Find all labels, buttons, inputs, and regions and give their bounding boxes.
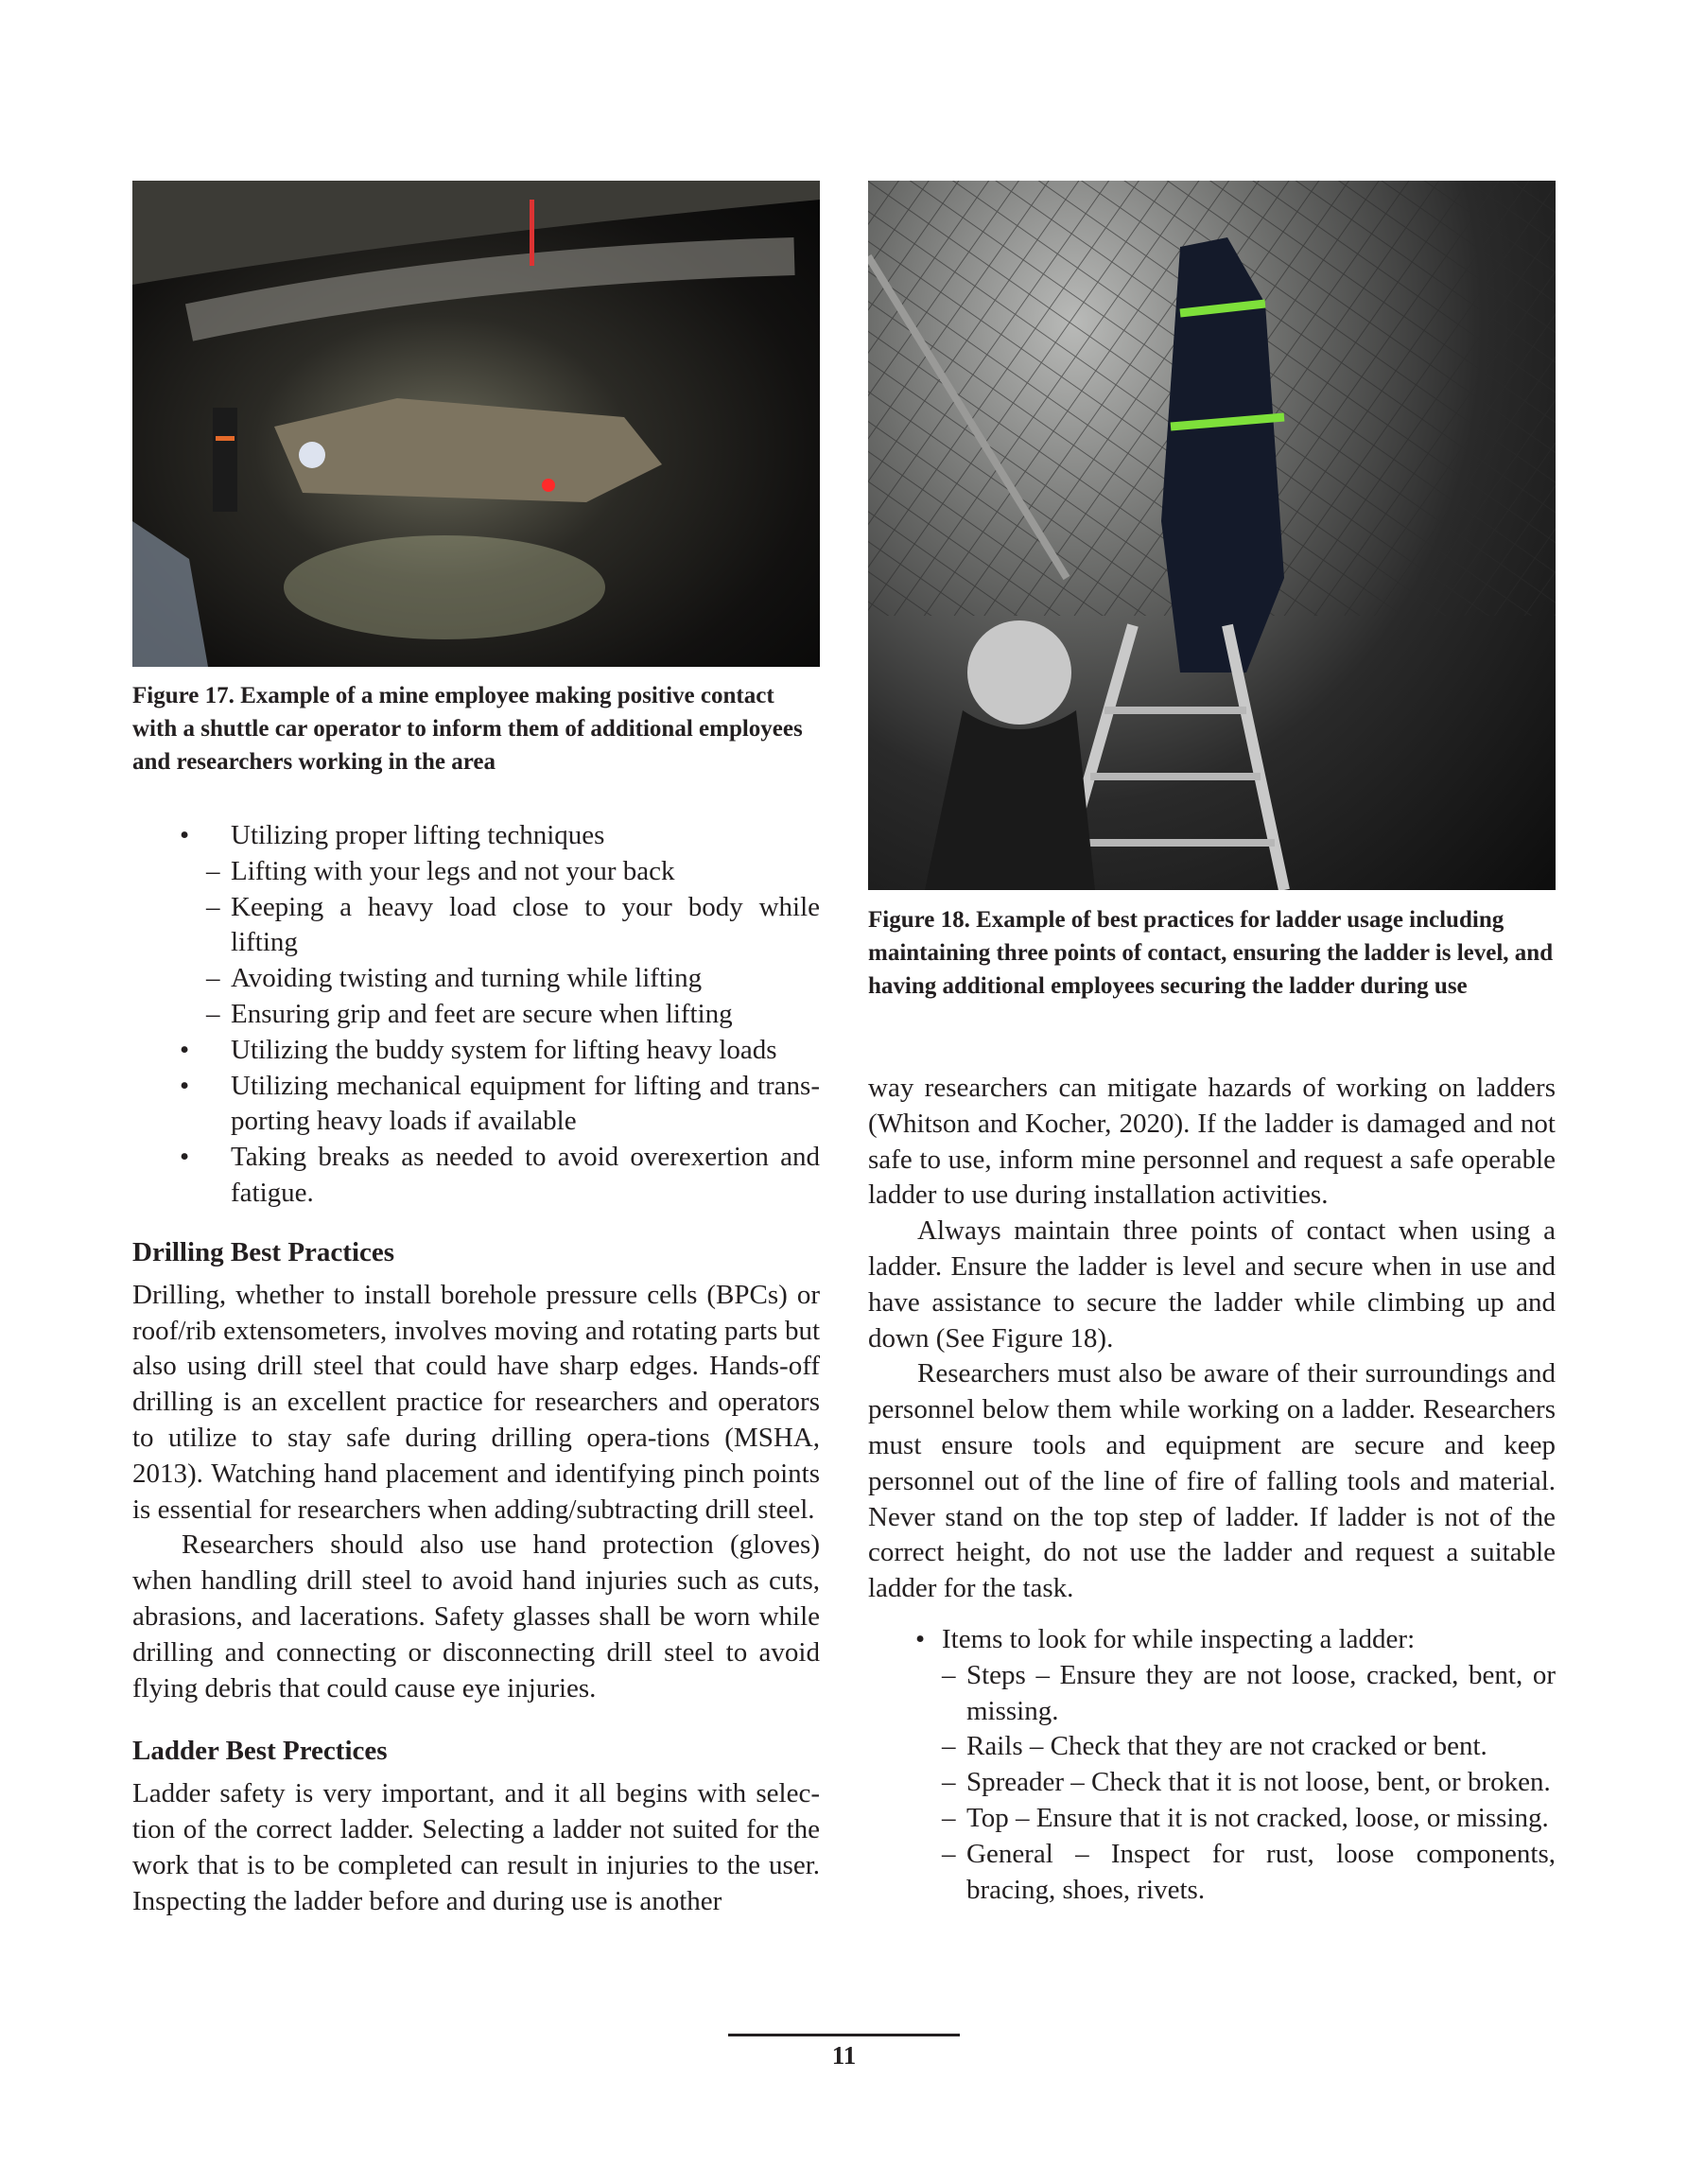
shuttle-car-scene	[132, 181, 820, 667]
list-item-text: Lifting with your legs and not your back	[231, 855, 675, 886]
list-item	[132, 961, 820, 997]
right-paragraph-3: Researchers must also be aware of their surroundings and personnel below them while working on a ladder. Researchers must ensure tools and equipment are secure and keep personnel out of the line of fire of falling tools and material. Never stand on the top step of ladder. If ladder is not of the correct height, do not use the ladder and request a suitable ladder for the task.	[868, 1358, 1556, 1604]
dash-icon: –	[942, 1838, 956, 1869]
ladder-heading: Ladder Best Prectices	[132, 1736, 388, 1767]
dash-icon: –	[942, 1731, 956, 1762]
figure-17-caption: Figure 17. Example of a mine employee making positive contact with a shuttle car operator to inform them of additional employees and researchers working in the area	[132, 683, 803, 775]
list-item-text: Utilizing proper lifting techniques	[231, 820, 605, 850]
ladder-paragraph-1: Ladder safety is very important, and it all begins with selec-tion of the correct ladder. Selecting a ladder not suited for the work that is to be completed can result in injuries to the user. Inspecting the ladder before and during use is another	[132, 1778, 820, 1916]
list-item-text: Steps – Ensure they are not loose, cracked, bent, or missing.	[966, 1659, 1556, 1726]
list-item-text: General – Inspect for rust, loose components, bracing, shoes, rivets.	[966, 1838, 1556, 1905]
list-item-text: Rails – Check that they are not cracked or bent.	[966, 1731, 1487, 1762]
list-item	[132, 818, 820, 854]
list-item-text: Ensuring grip and feet are secure when lifting	[231, 998, 733, 1029]
list-item-text: Taking breaks as needed to avoid overexertion and fatigue.	[231, 1142, 820, 1208]
list-item	[868, 1837, 1556, 1909]
right-paragraph-1: way researchers can mitigate hazards of working on ladders (Whitson and Kocher, 2020). If the ladder is damaged and not safe to use, inform mine personnel and request a safe operable ladder to use during installation activities.	[868, 1073, 1556, 1211]
figure-18-caption: Figure 18. Example of best practices for ladder usage including maintaining three points of contact, ensuring the ladder is level, and having additional employees securing the ladder during use	[868, 907, 1554, 999]
bullet-icon: •	[180, 1070, 190, 1101]
list-item	[132, 890, 820, 962]
list-item-text: Spreader – Check that it is not loose, bent, or broken.	[966, 1767, 1551, 1798]
left-column	[132, 818, 820, 1920]
dash-icon: –	[942, 1659, 956, 1690]
bullet-icon: •	[180, 1034, 190, 1065]
drilling-paragraph-1: Drilling, whether to install borehole pressure cells (BPCs) or roof/rib extensometers, involves moving and rotating parts but also using drill steel that could have sharp edges. Hands-off drilling is an excellent practice for researchers and operators to utilize to stay safe during drilling opera-tions (MSHA, 2013). Watching hand placement and identifying pinch points is essential for researchers when adding/subtracting drill steel.	[132, 1279, 820, 1525]
drilling-paragraph-2: Researchers should also use hand protection (gloves) when handling drill steel to avoid hand injuries such as cuts, abrasions, and lacerations. Safety glasses shall be worn while drilling and connecting or disconnecting drill steel to avoid flying debris that could cause eye injuries.	[132, 1529, 820, 1704]
list-item	[132, 1140, 820, 1212]
dash-icon: –	[206, 963, 220, 994]
right-paragraph-2: Always maintain three points of contact when using a ladder. Ensure the ladder is level and secure when in use and have assistance to secure the ladder while climbing up and down (See Figure 18).	[868, 1215, 1556, 1354]
right-column	[868, 1071, 1556, 1908]
drilling-heading: Drilling Best Practices	[132, 1236, 395, 1267]
figure-17-photo	[132, 181, 820, 667]
dash-icon: –	[942, 1802, 956, 1833]
list-item	[868, 1658, 1556, 1730]
list-item	[868, 1765, 1556, 1801]
dash-icon: –	[206, 998, 220, 1029]
bullet-icon: •	[180, 1142, 190, 1173]
list-item	[132, 854, 820, 890]
dash-icon: –	[942, 1767, 956, 1798]
ladder-inspection-list	[868, 1622, 1556, 1908]
list-item	[868, 1622, 1556, 1658]
list-item	[868, 1801, 1556, 1837]
ladder-scene	[868, 181, 1556, 890]
list-item	[132, 1033, 820, 1069]
list-item-text: Avoiding twisting and turning while lifting	[231, 963, 703, 994]
bullet-icon: •	[180, 820, 190, 850]
list-item-text: Keeping a heavy load close to your body while lifting	[231, 891, 820, 958]
list-item-text: Utilizing mechanical equipment for lifting and trans-porting heavy loads if available	[231, 1070, 820, 1137]
dash-icon: –	[206, 891, 220, 922]
list-item-text: Top – Ensure that it is not cracked, loose, or missing.	[966, 1802, 1549, 1833]
list-item	[132, 1069, 820, 1141]
lifting-techniques-list	[132, 818, 820, 1212]
list-item	[132, 997, 820, 1033]
dash-icon: –	[206, 855, 220, 886]
list-item-text: Utilizing the buddy system for lifting heavy loads	[231, 1034, 777, 1065]
bullet-icon: •	[915, 1623, 926, 1654]
footer-rule	[728, 2034, 960, 2036]
page-number: 11	[831, 2041, 857, 2070]
figure-18-photo	[868, 181, 1556, 890]
list-item	[868, 1729, 1556, 1765]
list-item-text: Items to look for while inspecting a ladder:	[942, 1623, 1416, 1654]
